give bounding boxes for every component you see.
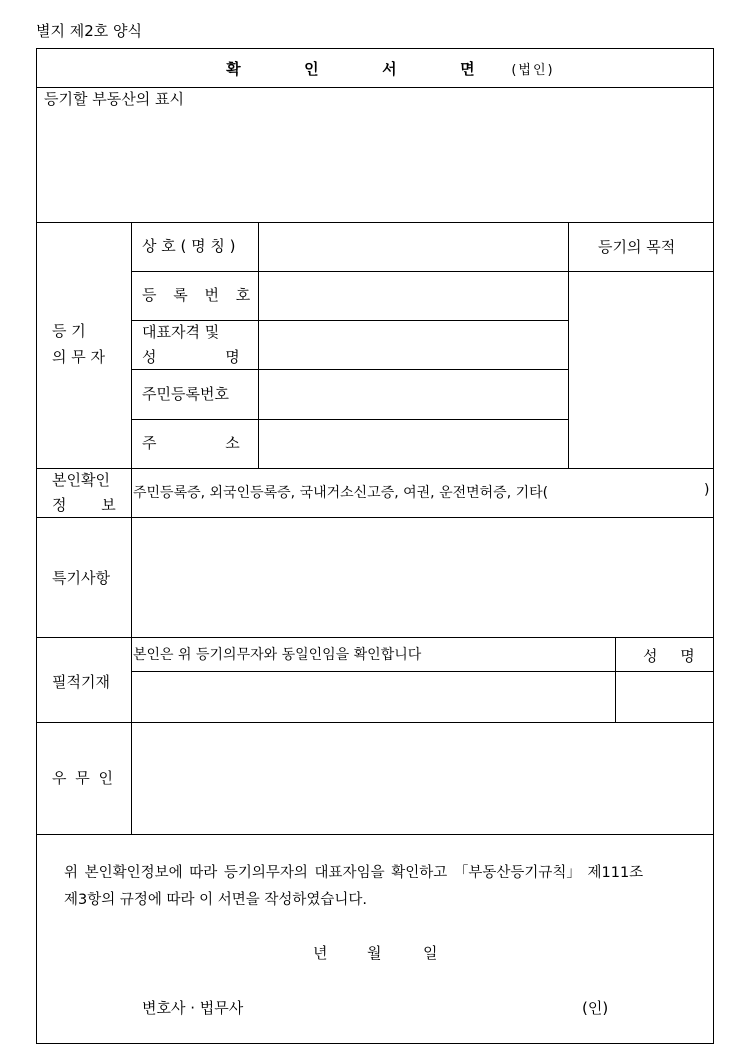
title-char-3: 서 xyxy=(382,59,399,78)
obligor-label-line1: 등 기 xyxy=(52,322,86,340)
representative-input[interactable] xyxy=(259,321,567,368)
reg-number-input[interactable] xyxy=(259,272,567,319)
remarks-label: 특기사항 xyxy=(52,569,110,587)
declaration-line1: 위 본인확인정보에 따라 등기의무자의 대표자임을 확인하고 「부동산등기규칙」 제111조 xyxy=(64,865,644,881)
handwriting-name-input[interactable] xyxy=(616,672,713,721)
thumbprint-label: 우 무 인 xyxy=(52,769,116,787)
idinfo-label-line1: 본인확인 xyxy=(52,471,110,489)
remarks-input[interactable] xyxy=(132,518,713,636)
address-label: 주 소 xyxy=(142,434,240,452)
trade-name-label: 상 호 ( 명 칭 ) xyxy=(142,237,236,255)
declaration-line2: 제3항의 규정에 따라 이 서면을 작성하였습니다. xyxy=(64,892,368,908)
idinfo-options: 주민등록증, 외국인등록증, 국내거소신고증, 여권, 운전면허증, 기타( xyxy=(133,485,549,501)
representative-label-line1: 대표자격 및 xyxy=(142,323,220,341)
title-char-2: 인 xyxy=(304,59,321,78)
divider-remarks xyxy=(36,637,714,638)
signer-name-input[interactable] xyxy=(260,990,570,1020)
resident-number-label: 주민등록번호 xyxy=(142,385,229,403)
divider-obligor-end xyxy=(36,468,714,469)
date-day-label: 일 xyxy=(423,944,438,962)
handwriting-name-label: 성 명 xyxy=(643,647,695,665)
property-label: 등기할 부동산의 표시 xyxy=(44,90,184,108)
resident-number-input[interactable] xyxy=(259,370,567,418)
title-char-4: 면 xyxy=(460,59,477,78)
trade-name-input[interactable] xyxy=(259,223,567,270)
divider-thumbprint xyxy=(36,834,714,835)
form-title xyxy=(36,48,714,88)
handwriting-statement: 본인은 위 등기의무자와 동일인임을 확인합니다 xyxy=(133,647,422,663)
handwriting-label: 필적기재 xyxy=(52,673,110,691)
seal-mark: (인) xyxy=(582,999,609,1017)
signer-label: 변호사 · 법무사 xyxy=(142,999,244,1017)
purpose-input[interactable] xyxy=(569,272,713,467)
title-char-1: 확 xyxy=(226,59,243,78)
title-suffix: (법인) xyxy=(511,62,555,78)
obligor-label-line2: 의 무 자 xyxy=(52,348,106,366)
idinfo-label-line2: 정 보 xyxy=(52,496,116,514)
representative-label-line2: 성 명 xyxy=(142,348,240,366)
property-input[interactable] xyxy=(37,108,713,221)
form-label: 별지 제2호 양식 xyxy=(36,22,143,40)
handwriting-input[interactable] xyxy=(132,672,614,721)
idinfo-close-paren: ) xyxy=(704,482,710,498)
thumbprint-area[interactable] xyxy=(132,723,713,833)
col-label-divider xyxy=(131,222,132,722)
purpose-label: 등기의 목적 xyxy=(598,238,676,256)
date-month-label: 월 xyxy=(367,944,382,962)
idinfo-other-input[interactable] xyxy=(620,476,704,506)
reg-number-label: 등 록 번 호 xyxy=(142,286,257,304)
address-input[interactable] xyxy=(259,420,567,467)
date-year-label: 년 xyxy=(313,944,328,962)
